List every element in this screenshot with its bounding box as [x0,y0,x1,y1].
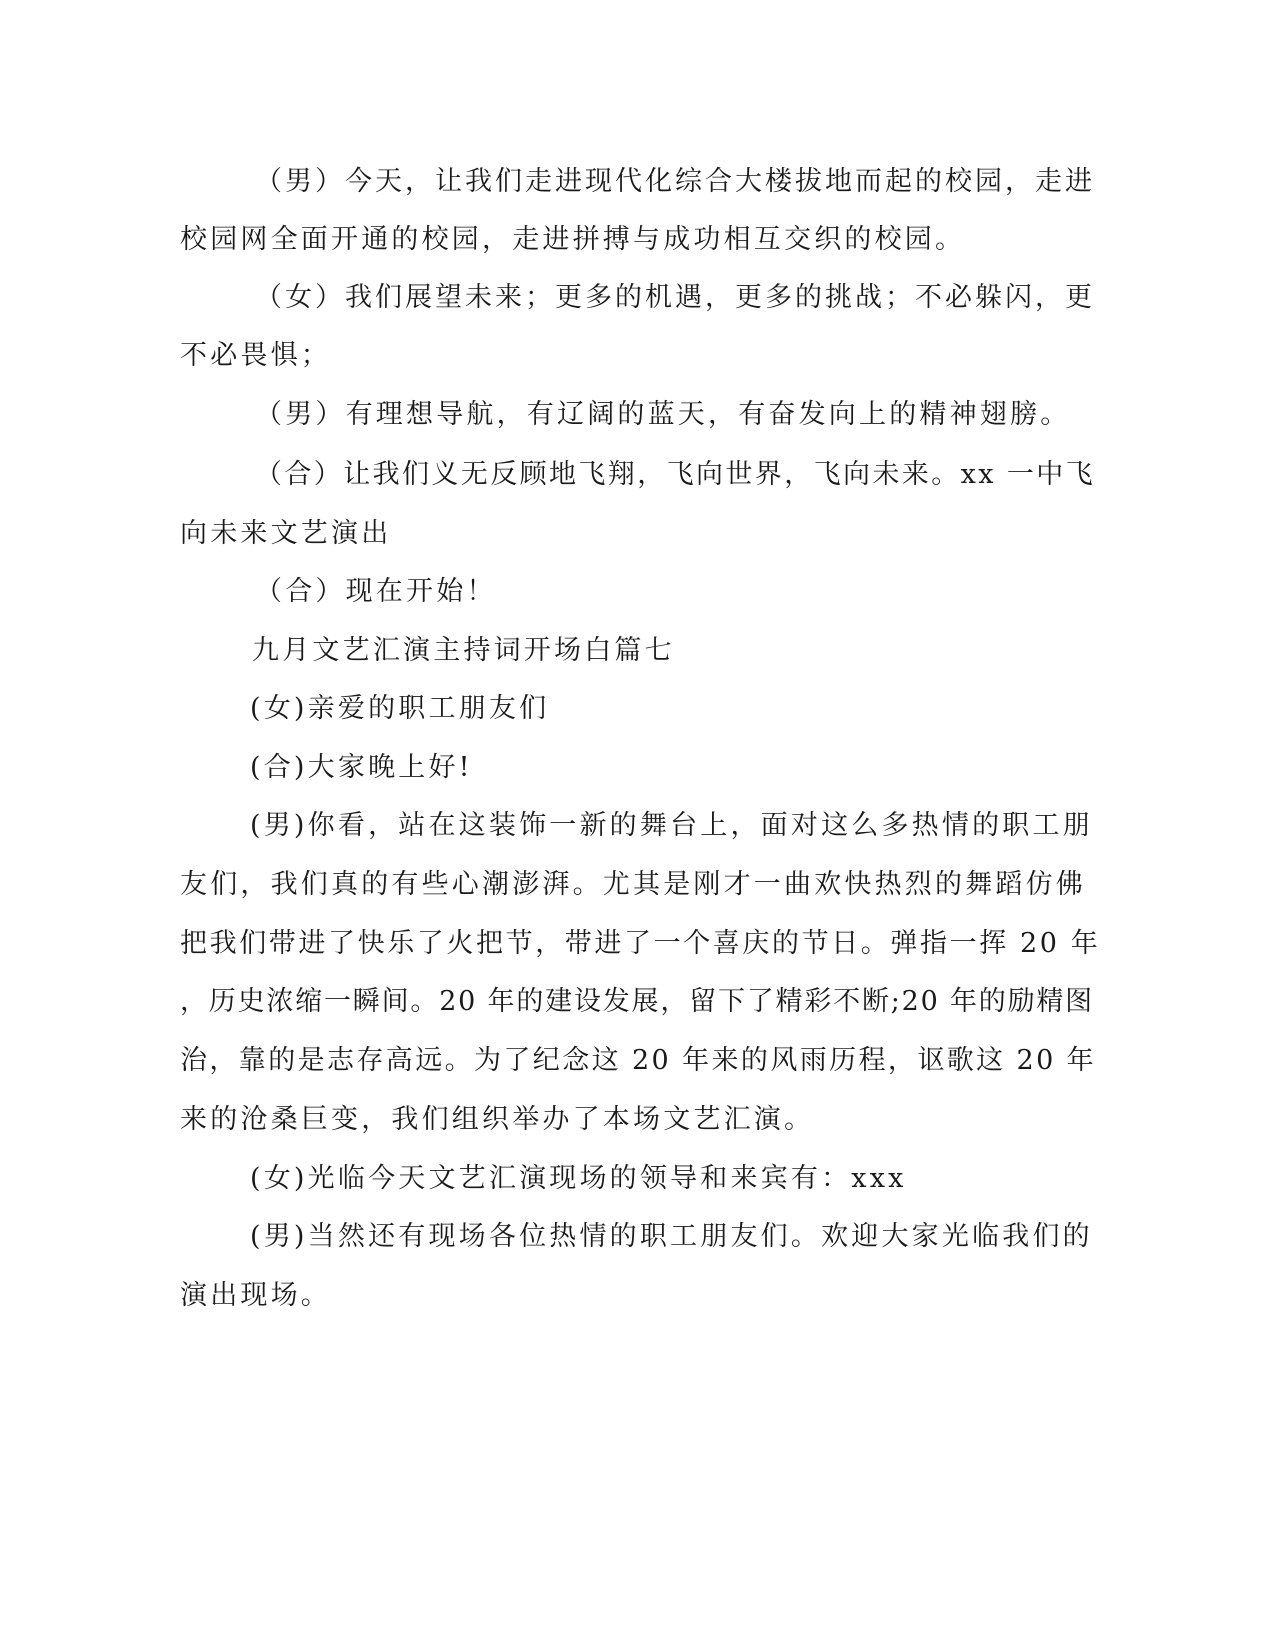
paragraph-line: 来的沧桑巨变，我们组织举办了本场文艺汇演。 [180,1104,815,1135]
paragraph-line: (合)大家晚上好! [250,752,473,783]
paragraph-line: （合）让我们义无反顾地飞翔，飞向世界，飞向未来。xx 一中飞 [255,459,1096,490]
paragraph-line: （男）有理想导航，有辽阔的蓝天，有奋发向上的精神翅膀。 [255,399,1071,430]
paragraph-line: （合）现在开始！ [255,576,497,607]
paragraph-line: 不必畏惧； [180,340,331,371]
paragraph-line: 把我们带进了快乐了火把节，带进了一个喜庆的节日。弹指一挥 20 年 [180,928,1101,959]
paragraph-line: (男)当然还有现场各位热情的职工朋友们。欢迎大家光临我们的 [250,1221,1093,1252]
paragraph-line: 向未来文艺演出 [180,518,392,549]
paragraph-line: （男）今天，让我们走进现代化综合大楼拔地而起的校园，走进 [255,166,1095,197]
paragraph-line: 演出现场。 [180,1280,331,1311]
paragraph-line: （女）我们展望未来；更多的机遇，更多的挑战；不必躲闪，更 [255,282,1095,313]
paragraph-line: (女)亲爱的职工朋友们 [250,693,550,724]
paragraph-line: 校园网全面开通的校园，走进拼搏与成功相互交织的校园。 [180,224,966,255]
paragraph-line: 友们，我们真的有些心潮澎湃。尤其是刚才一曲欢快热烈的舞蹈仿佛 [180,869,1086,900]
section-heading: 九月文艺汇演主持词开场白篇七 [252,635,675,666]
paragraph-line: 治，靠的是志存高远。为了纪念这 20 年来的风雨历程，讴歌这 20 年 [180,1045,1097,1076]
paragraph-line: (男)你看，站在这装饰一新的舞台上，面对这么多热情的职工朋 [250,810,1093,841]
paragraph-line: ，历史浓缩一瞬间。20 年的建设发展，留下了精彩不断;20 年的励精图 [180,986,1094,1017]
paragraph-line: (女)光临今天文艺汇演现场的领导和来宾有：xxx [250,1163,907,1194]
